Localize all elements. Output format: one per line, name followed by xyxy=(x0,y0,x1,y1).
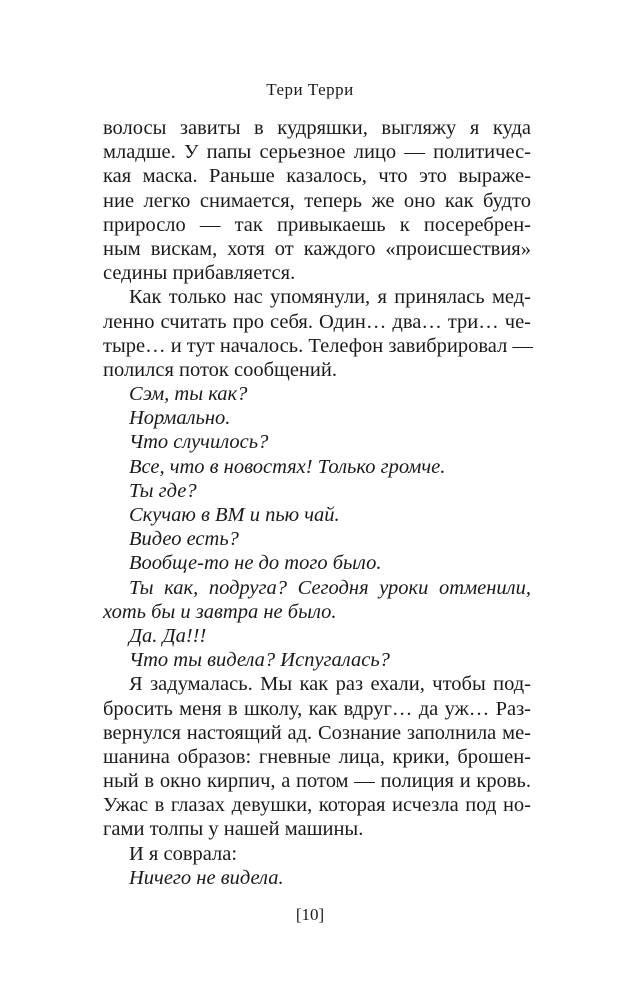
text-line: полился поток сообщений. xyxy=(103,358,337,381)
text-line: шанина образов: гневные лица, крики, брошен- xyxy=(103,745,531,768)
message-line: Нормально. xyxy=(129,407,231,430)
message-line: Да. Да!!! xyxy=(129,624,207,647)
page-number: [10] xyxy=(295,905,325,924)
text-line: Я задумалась. Мы как раз ехали, чтобы под- xyxy=(129,673,531,696)
text-line: волосы завиты в кудряшки, выгляжу я куда xyxy=(103,117,531,139)
text-line: бросить меня в школу, как вдруг… да уж… Раз- xyxy=(103,697,531,720)
running-head-author: Тери Терри xyxy=(266,80,354,99)
message-line: Все, что в новостях! Только громче. xyxy=(129,455,446,478)
message-line: Ты где? xyxy=(129,479,197,502)
text-line: ние легко снимается, теперь же оно как будто xyxy=(103,189,531,212)
message-line: Ты как, подруга? Сегодня уроки отменили, xyxy=(129,576,531,599)
message-line: Что ты видела? Испугалась? xyxy=(129,649,390,672)
text-line: младше. У папы серьезное лицо — политичес- xyxy=(103,141,531,164)
message-line: Ничего не видела. xyxy=(129,866,284,889)
text-line: вернулся настоящий ад. Сознание заполнила ме- xyxy=(103,721,531,744)
message-line: Скучаю в ВМ и пью чай. xyxy=(129,504,340,526)
message-line: Сэм, ты как? xyxy=(129,383,248,406)
text-line: ленно считать про себя. Один… два… три… че- xyxy=(103,310,531,333)
text-line: И я соврала: xyxy=(129,842,238,865)
text-line: гами толпы у нашей машины. xyxy=(103,818,364,841)
text-line: ным вискам, хотя от каждого «происшествия» xyxy=(103,237,531,260)
message-line: Что случилось? xyxy=(129,431,269,454)
body-text xyxy=(103,116,531,890)
text-line: кая маска. Раньше казалось, что это выраже- xyxy=(103,165,531,188)
message-line: Видео есть? xyxy=(129,528,239,551)
text-line: ный в окно кирпич, а потом — полиция и кровь. xyxy=(103,770,531,793)
message-line: Вообще-то не до того было. xyxy=(129,552,382,575)
text-line: Ужас в глазах девушки, которая исчезла под но- xyxy=(103,794,531,817)
text-line: седины прибавляется. xyxy=(103,262,296,285)
text-line: Как только нас упомянули, я принялась мед- xyxy=(129,286,531,309)
text-line: тыре… и тут началось. Телефон завибрировал — xyxy=(103,334,533,357)
text-line: приросло — так привыкаешь к посеребрен- xyxy=(103,213,531,236)
message-line: хоть бы и завтра не было. xyxy=(103,600,337,623)
